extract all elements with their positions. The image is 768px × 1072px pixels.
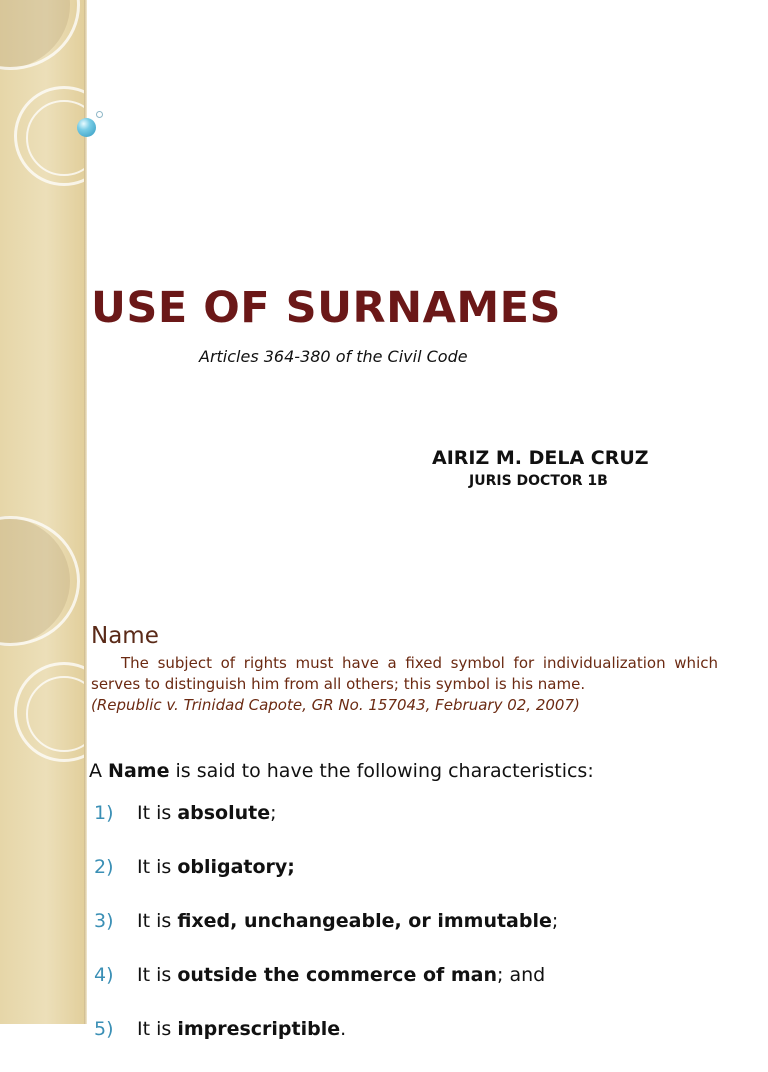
item-suffix: ; and — [497, 964, 546, 986]
characteristics-intro — [89, 760, 594, 782]
side-strip-edge — [84, 576, 87, 1024]
bead-ornament-icon — [77, 118, 96, 137]
item-prefix: It is — [137, 856, 178, 878]
author-name: AIRIZ M. DELA CRUZ — [432, 447, 649, 469]
list-item-text — [137, 910, 558, 932]
decorative-side-strip — [0, 0, 84, 576]
section-heading: Name — [91, 623, 159, 649]
list-item-text — [137, 856, 295, 878]
list-item-number: 1) — [94, 802, 114, 824]
item-prefix: It is — [137, 964, 178, 986]
decorative-side-strip — [0, 576, 84, 1024]
item-bold: absolute — [177, 802, 271, 824]
item-bold: imprescriptible — [177, 1018, 341, 1040]
list-item-text — [137, 802, 277, 824]
list-item-text — [137, 1018, 346, 1040]
small-circle-icon — [96, 111, 103, 118]
case-citation: (Republic v. Trinidad Capote, GR No. 157043, February 02, 2007) — [91, 696, 580, 714]
item-suffix: ; — [551, 910, 559, 932]
list-item-number: 4) — [94, 964, 114, 986]
intro-suffix: is said to have the following characteristics: — [169, 760, 594, 782]
author-role: JURIS DOCTOR 1B — [469, 473, 608, 489]
list-item-number: 2) — [94, 856, 114, 878]
list-item-text — [137, 964, 545, 986]
item-suffix: ; — [270, 802, 277, 824]
list-item-number: 5) — [94, 1018, 114, 1040]
slide-subtitle: Articles 364-380 of the Civil Code — [199, 347, 468, 366]
list-item-number: 3) — [94, 910, 114, 932]
item-prefix: It is — [137, 1018, 178, 1040]
item-bold: outside the commerce of man — [177, 964, 498, 986]
intro-bold-term: Name — [108, 760, 170, 782]
intro-prefix: A — [89, 760, 109, 782]
item-bold: obligatory; — [177, 856, 295, 878]
name-slide — [0, 576, 768, 1040]
side-strip-edge — [84, 0, 87, 576]
item-prefix: It is — [137, 802, 178, 824]
item-suffix: . — [340, 1018, 347, 1040]
slide-title: USE OF SURNAMES — [91, 283, 562, 333]
name-definition — [91, 653, 718, 716]
item-prefix: It is — [137, 910, 178, 932]
item-bold: fixed, unchangeable, or immutable — [177, 910, 552, 932]
definition-text: The subject of rights must have a fixed symbol for individualization which serves to distinguish him from all others; this symbol is his name. — [91, 654, 718, 693]
